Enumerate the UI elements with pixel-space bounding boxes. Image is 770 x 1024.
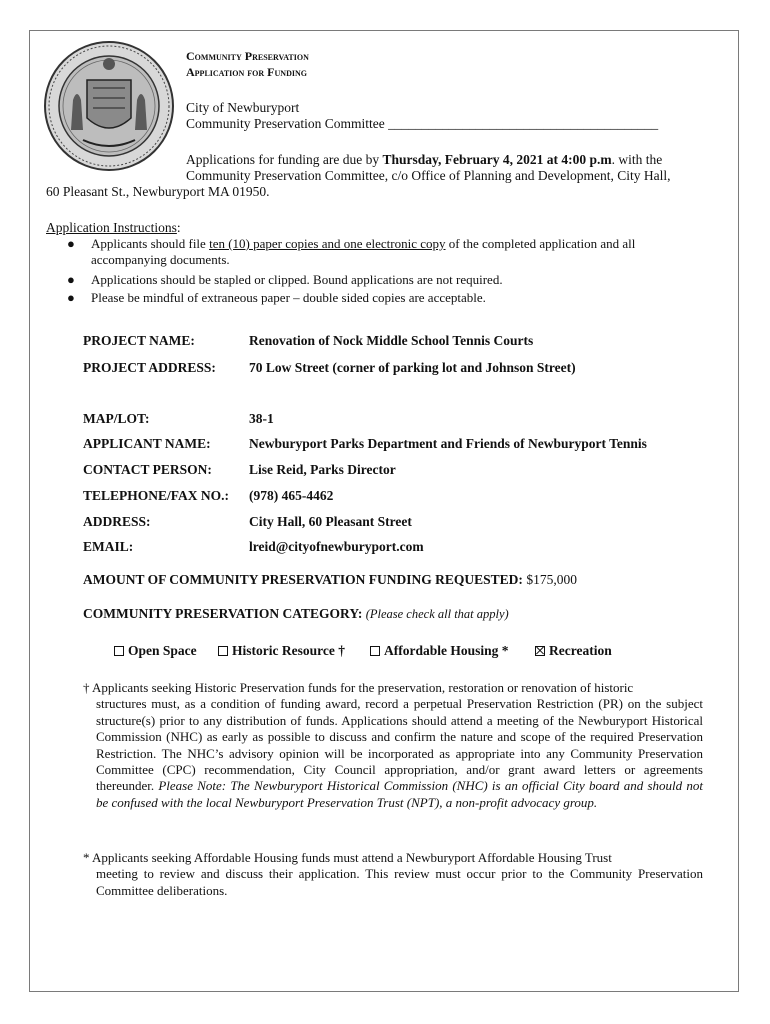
bullet-1-underline: ten (10) paper copies and one electronic copy [209,236,446,251]
organization-block [186,100,658,132]
field-label-project-name: PROJECT NAME: [83,333,195,348]
field-label-email: EMAIL: [83,539,134,554]
funding-amount: $175,000 [522,572,577,587]
housing-note-body: meeting to review and discuss their application. This review must occur prior to the Community Preservation Committee deliberations. [96,866,703,898]
historic-preservation-note [83,680,703,811]
affordable-housing-label: Affordable Housing * [384,643,509,658]
affordable-housing-checkbox[interactable] [370,646,380,656]
historic-note-italic: Please Note: The Newburyport Historical Commission (NHC) is an official City board and should not be confused with the local Newburyport Preservation Trust (NPT), a non-profit advocacy group. [96,778,703,810]
category-heading [83,606,509,622]
historic-note-line-1: † Applicants seeking Historic Preservation funds for the preservation, restoration or renovation of historic [83,680,634,695]
city-seal-icon [43,40,175,172]
field-value-project-name: Renovation of Nock Middle School Tennis Courts [249,333,534,348]
category-hint: (Please check all that apply) [365,607,509,621]
bullet-1-glyph: ● [67,236,75,251]
instruction-bullet-1 [91,236,711,268]
field-value-project-address: 70 Low Street (corner of parking lot and Johnson Street) [249,360,576,375]
field-value-contact-person: Lise Reid, Parks Director [249,462,396,477]
open-space-label: Open Space [128,643,197,658]
field-value-applicant-name: Newburyport Parks Department and Friends of Newburyport Tennis [249,436,647,451]
field-value-email: lreid@cityofnewburyport.com [249,539,424,554]
due-line-2: Community Preservation Committee, c/o Office of Planning and Development, City Hall, [186,168,671,183]
due-suffix: . with the [611,152,663,167]
historic-note-body [83,696,703,811]
category-option-recreation[interactable] [535,643,612,659]
recreation-checkbox-checked[interactable] [535,646,545,656]
due-date-block [186,152,726,184]
category-option-affordable-housing[interactable] [370,643,509,659]
field-label-project-address: PROJECT ADDRESS: [83,360,216,375]
funding-label: AMOUNT OF COMMUNITY PRESERVATION FUNDING REQUESTED: [83,572,523,587]
instructions-colon: : [176,220,181,235]
due-prefix: Applications for funding are due by [186,152,383,167]
city-name: City of Newburyport [186,100,300,115]
due-line-3: 60 Pleasant St., Newburyport MA 01950. [46,184,270,199]
instructions-heading [46,220,181,236]
bullet-2-glyph: ● [67,272,75,287]
housing-note-line-1: * Applicants seeking Affordable Housing funds must attend a Newburyport Affordable Housing Trust [83,850,612,865]
category-option-open-space[interactable] [114,643,197,659]
recreation-label: Recreation [549,643,612,658]
field-label-map-lot: MAP/LOT: [83,411,150,426]
historic-resource-label: Historic Resource † [232,643,345,658]
historic-note-text: structures must, as a condition of funding award, record a perpetual Preservation Restriction (PR) on the subject structure(s) prior to any distribution of funds. Applications should attend a meeting of the Newburyport Historical Commission (NHC) as early as possible to discuss and confirm the nature and scope of the required Preservation Restriction. The NHC’s advisory opinion will be incorporated as appropriate into any Community Preservation Committee (CPC) recommendation, City Council appropriation, and/or grant award letters or agreements thereunder. [96,696,703,794]
field-label-address: ADDRESS: [83,514,151,529]
bullet-3-glyph: ● [67,290,75,305]
field-label-telephone: TELEPHONE/FAX NO.: [83,488,230,503]
field-value-telephone: (978) 465-4462 [249,488,334,503]
instruction-bullet-3: Please be mindful of extraneous paper – double sided copies are acceptable. [91,290,486,305]
category-label: COMMUNITY PRESERVATION CATEGORY: [83,606,363,621]
form-title [186,48,309,80]
instructions-heading-text: Application Instructions [46,220,177,235]
bullet-1-line-2: accompanying documents. [91,252,230,267]
affordable-housing-note [83,850,703,899]
funding-requested [83,572,577,588]
open-space-checkbox[interactable] [114,646,124,656]
field-label-contact-person: CONTACT PERSON: [83,462,212,477]
field-value-address: City Hall, 60 Pleasant Street [249,514,412,529]
bullet-1-pre: Applicants should file [91,236,210,251]
bullet-1-post: of the completed application and all [445,236,636,251]
category-option-historic-resource[interactable] [218,643,345,659]
title-line-2: Application for Funding [186,65,307,79]
historic-resource-checkbox[interactable] [218,646,228,656]
instruction-bullet-2: Applications should be stapled or clipped. Bound applications are not required. [91,272,503,287]
field-label-applicant-name: APPLICANT NAME: [83,436,211,451]
committee-name: Community Preservation Committee ________________________________________ [186,116,659,131]
title-line-1: Community Preservation [186,49,309,63]
field-value-map-lot: 38-1 [249,411,274,426]
due-date: Thursday, February 4, 2021 at 4:00 p.m [382,152,612,167]
